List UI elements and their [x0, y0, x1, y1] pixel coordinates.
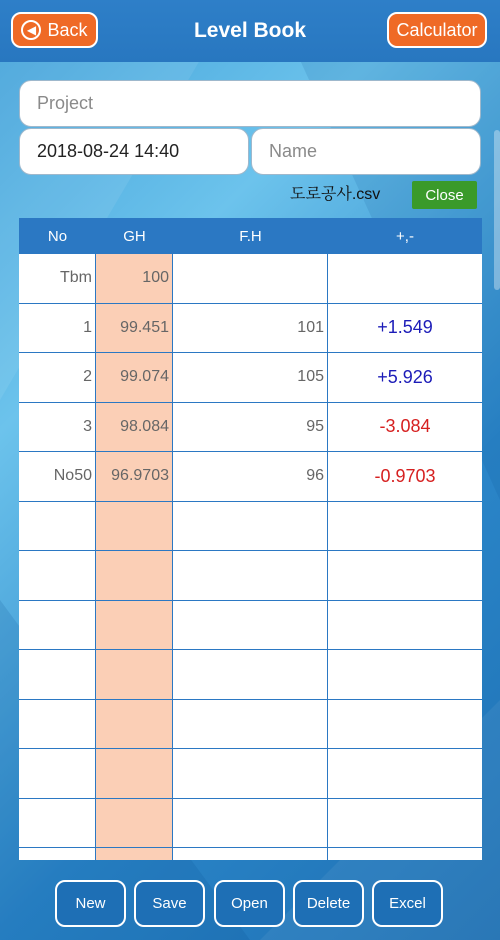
table-body: [19, 254, 482, 860]
cell-fh[interactable]: [173, 502, 328, 551]
cell-gh[interactable]: [96, 799, 173, 848]
cell-diff[interactable]: [328, 650, 482, 699]
cell-gh[interactable]: [96, 650, 173, 699]
cell-gh[interactable]: 98.084: [96, 403, 173, 452]
calculator-button[interactable]: Calculator: [387, 12, 487, 48]
cell-fh[interactable]: [173, 650, 328, 699]
cell-no[interactable]: Tbm: [19, 254, 96, 303]
cell-no[interactable]: 3: [19, 403, 96, 452]
scrollbar[interactable]: [494, 130, 500, 290]
cell-gh[interactable]: [96, 700, 173, 749]
cell-diff[interactable]: [328, 254, 482, 303]
cell-no[interactable]: [19, 799, 96, 848]
cell-fh[interactable]: [173, 700, 328, 749]
new-button[interactable]: New: [55, 880, 126, 927]
table-row[interactable]: [19, 502, 482, 552]
column-header-diff[interactable]: +,-: [396, 227, 414, 245]
cell-no[interactable]: [19, 650, 96, 699]
table-row[interactable]: [19, 601, 482, 651]
cell-fh[interactable]: [173, 254, 328, 303]
cell-diff[interactable]: [328, 799, 482, 848]
table-row[interactable]: [19, 403, 482, 453]
cell-gh[interactable]: 99.451: [96, 304, 173, 353]
cell-no[interactable]: [19, 551, 96, 600]
cell-gh[interactable]: 96.9703: [96, 452, 173, 501]
column-header-gh[interactable]: GH: [123, 227, 146, 245]
back-button-label: Back: [47, 19, 88, 40]
cell-gh[interactable]: [96, 551, 173, 600]
cell-diff[interactable]: -0.9703: [374, 465, 436, 486]
name-input[interactable]: [251, 128, 481, 175]
excel-button[interactable]: Excel: [372, 880, 443, 927]
date-input[interactable]: [19, 128, 249, 175]
cell-fh[interactable]: [173, 601, 328, 650]
table-row[interactable]: [19, 848, 482, 860]
cell-no[interactable]: 2: [19, 353, 96, 402]
table-row[interactable]: [19, 799, 482, 849]
back-button[interactable]: [11, 12, 98, 48]
cell-fh[interactable]: 105: [173, 353, 328, 402]
table-header: [19, 218, 482, 254]
cell-gh[interactable]: [96, 502, 173, 551]
cell-fh[interactable]: [173, 749, 328, 798]
cell-diff[interactable]: +5.926: [377, 366, 433, 387]
cell-no[interactable]: [19, 749, 96, 798]
delete-button[interactable]: Delete: [293, 880, 364, 927]
cell-diff[interactable]: [328, 601, 482, 650]
cell-gh[interactable]: [96, 749, 173, 798]
file-name: 도로공사.csv: [290, 186, 381, 203]
cell-no[interactable]: No50: [19, 452, 96, 501]
cell-no[interactable]: 1: [19, 304, 96, 353]
cell-fh[interactable]: [173, 799, 328, 848]
open-button[interactable]: Open: [214, 880, 285, 927]
cell-diff[interactable]: -3.084: [379, 416, 431, 437]
cell-diff[interactable]: [328, 749, 482, 798]
cell-no[interactable]: [19, 848, 96, 860]
column-header-no[interactable]: No: [47, 227, 68, 245]
save-button[interactable]: Save: [134, 880, 205, 927]
cell-fh[interactable]: 95: [173, 403, 328, 452]
table-row[interactable]: [19, 551, 482, 601]
table-row[interactable]: [19, 650, 482, 700]
cell-no[interactable]: [19, 601, 96, 650]
table-row[interactable]: [19, 304, 482, 354]
cell-gh[interactable]: 100: [96, 254, 173, 303]
cell-fh[interactable]: [173, 551, 328, 600]
table-row[interactable]: [19, 700, 482, 750]
table-row[interactable]: [19, 254, 482, 304]
column-header-fh[interactable]: F.H: [239, 227, 262, 245]
cell-gh[interactable]: 99.074: [96, 353, 173, 402]
page-title: Level Book: [193, 19, 307, 42]
cell-diff[interactable]: +1.549: [377, 317, 433, 338]
cell-diff[interactable]: [328, 502, 482, 551]
cell-gh[interactable]: [96, 848, 173, 860]
cell-no[interactable]: [19, 700, 96, 749]
cell-gh[interactable]: [96, 601, 173, 650]
back-arrow-icon: ◀: [21, 20, 41, 40]
table-row[interactable]: [19, 452, 482, 502]
close-button[interactable]: Close: [412, 181, 477, 209]
cell-diff[interactable]: [328, 700, 482, 749]
cell-fh[interactable]: [173, 848, 328, 860]
level-table: [19, 218, 482, 860]
project-input[interactable]: [19, 80, 481, 127]
cell-no[interactable]: [19, 502, 96, 551]
table-row[interactable]: [19, 353, 482, 403]
cell-diff[interactable]: [328, 848, 482, 860]
cell-fh[interactable]: 96: [173, 452, 328, 501]
cell-fh[interactable]: 101: [173, 304, 328, 353]
cell-diff[interactable]: [328, 551, 482, 600]
table-row[interactable]: [19, 749, 482, 799]
